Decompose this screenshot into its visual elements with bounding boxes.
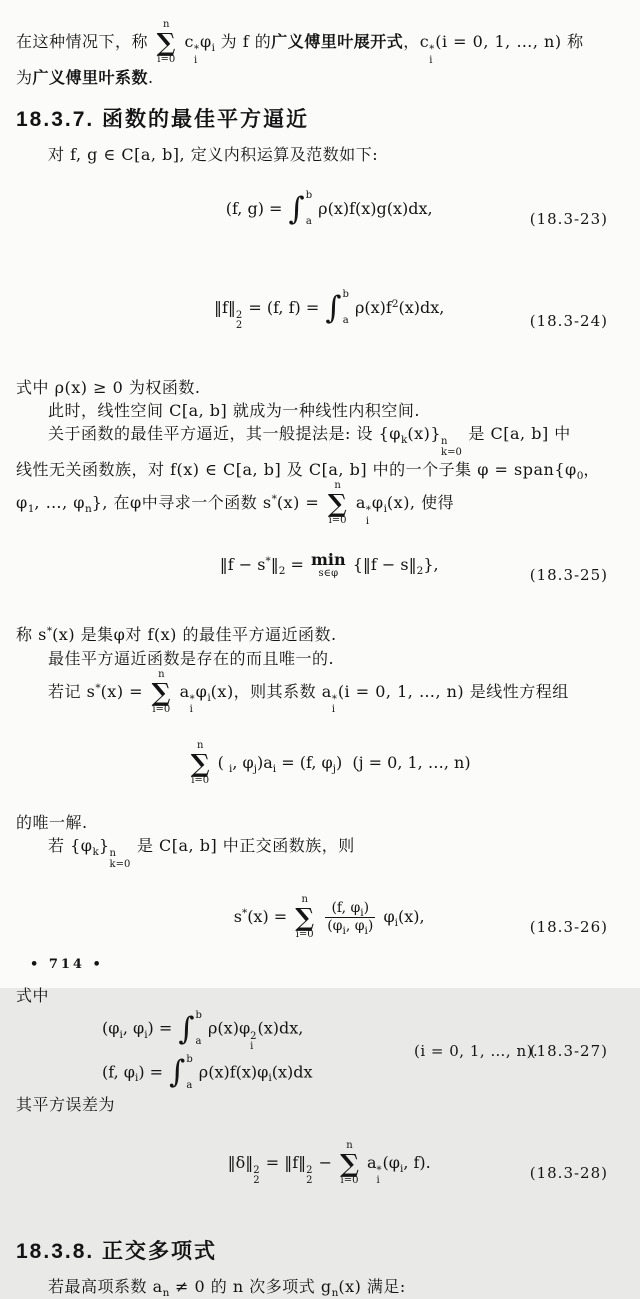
section-heading-18-3-8: 18.3.8. 正交多项式 bbox=[16, 1239, 218, 1263]
equation-18-3-25-formula: ‖f − $s^*‖_2$ = min s∈φ {‖f − $s‖_2$}, bbox=[219, 550, 439, 580]
equation-18-3-28-formula: ‖δ‖ 2 2 = ‖f‖ 2 2 − n ∑ i=0 a * i ($\varphi_i$, f). bbox=[227, 1139, 431, 1187]
where-label: 式中 bbox=[16, 986, 50, 1005]
best-approx-definition: 称 s*(x) 是集φ对 f(x) 的最佳平方逼近函数. bbox=[16, 625, 337, 645]
inner-product-intro: 对 f, g ∈ C[a, b], 定义内积运算及范数如下: bbox=[48, 145, 379, 165]
equation-18-3-26-formula: s*(x) = n ∑ i=0 $\frac{(f, \varphi_i)}{(\varphi_i, \varphi_i)}$ $\varphi_i(x)$, bbox=[233, 894, 425, 940]
linear-system-equation bbox=[16, 722, 622, 805]
equation-18-3-26 bbox=[16, 876, 622, 978]
unique-solution-note: 的唯一解. bbox=[16, 812, 88, 832]
general-statement-line3: $\varphi_1$, …, $\varphi_n$}, 在φ中寻求一个函数 s*(x) = n ∑ i=0 a * i $\varphi_i(x)$, 使得 bbox=[16, 480, 455, 527]
general-statement-line1: 关于函数的最佳平方逼近，其一般提法是: 设 $\{\varphi_k(x)\}$ n k=0 是 C[a, b] 中 bbox=[48, 424, 571, 458]
equation-18-3-23-formula: (f, g) = ∫ b a ρ(x)f(x)g(x)dx, bbox=[225, 190, 433, 228]
general-statement-line2: 线性无关函数族，对 f(x) ∈ C[a, b] 及 C[a, b] 中的一个子集 $\varphi = span\{\varphi_0$， bbox=[16, 460, 600, 483]
equation-18-3-24-formula: ‖f‖ 2 2 = (f, f) = ∫ b a $\rho(x)f^2(x)dx$, bbox=[213, 289, 445, 332]
equation-18-3-27-number: (18.3-27) bbox=[529, 1041, 608, 1060]
equation-18-3-25-number: (18.3-25) bbox=[529, 566, 608, 585]
equation-18-3-27-line1: ($\varphi_i$, $\varphi_i$) = ∫ b a ρ(x)φ 2 i (x)dx, bbox=[102, 1010, 304, 1053]
orthogonal-polynomial-intro: 若最高项系数 $a_n \ne 0$ 的 n 次多项式 $g_n(x)$ 满足: bbox=[48, 1276, 406, 1299]
weight-function-note: 式中 ρ(x) ≥ 0 为权函数. bbox=[16, 377, 201, 397]
linear-system-formula: n ∑ i=0 ( $_i$, $\varphi_j)a_i = (f$, $\varphi_j$) (j = 0, 1, …, n) bbox=[190, 739, 471, 786]
equation-18-3-26-number: (18.3-26) bbox=[529, 918, 608, 936]
coefficient-system-intro: 若记 s*(x) = n ∑ i=0 a * i $\varphi_i(x)$，则其系数 a * i (i = 0, 1, …, n) 是线性方程组 bbox=[48, 668, 569, 716]
intro-paragraph-line1: 在这种情况下，称 n ∑ i=0 c * i $\varphi_i$ 为 f 的广义傅里叶展开式，c * i (i = 0, 1, …, n) 称 bbox=[16, 19, 584, 66]
intro-paragraph-line2: 为广义傅里叶系数. bbox=[16, 68, 154, 87]
equation-18-3-28 bbox=[16, 1122, 622, 1225]
inner-product-space-note: 此时，线性空间 C[a, b] 就成为一种线性内积空间. bbox=[48, 401, 420, 421]
square-error-intro: 其平方误差为 bbox=[16, 1094, 116, 1114]
equation-18-3-25 bbox=[16, 533, 622, 617]
equation-18-3-27-range: (i = 0, 1, …, n). bbox=[414, 1041, 539, 1060]
page-number: • 714 • bbox=[30, 957, 104, 972]
equation-18-3-27 bbox=[16, 1011, 622, 1091]
equation-18-3-24 bbox=[16, 271, 622, 370]
equation-18-3-24-number: (18.3-24) bbox=[529, 311, 608, 330]
orthogonal-family-intro: 若 $\{\varphi_k\}$ n k=0 是 C[a, b] 中正交函数族，则 bbox=[48, 836, 355, 870]
equation-18-3-23 bbox=[16, 172, 622, 265]
equation-18-3-28-number: (18.3-28) bbox=[529, 1164, 608, 1183]
section-heading-18-3-7: 18.3.7. 函数的最佳平方逼近 bbox=[16, 108, 310, 132]
equation-18-3-27-line2: (f, $\varphi_i$) = ∫ b a $\rho(x)f(x)\varphi_i(x)dx$ bbox=[102, 1053, 313, 1091]
equation-18-3-23-number: (18.3-23) bbox=[529, 209, 608, 228]
existence-uniqueness-note: 最佳平方逼近函数是存在的而且唯一的. bbox=[48, 648, 335, 668]
